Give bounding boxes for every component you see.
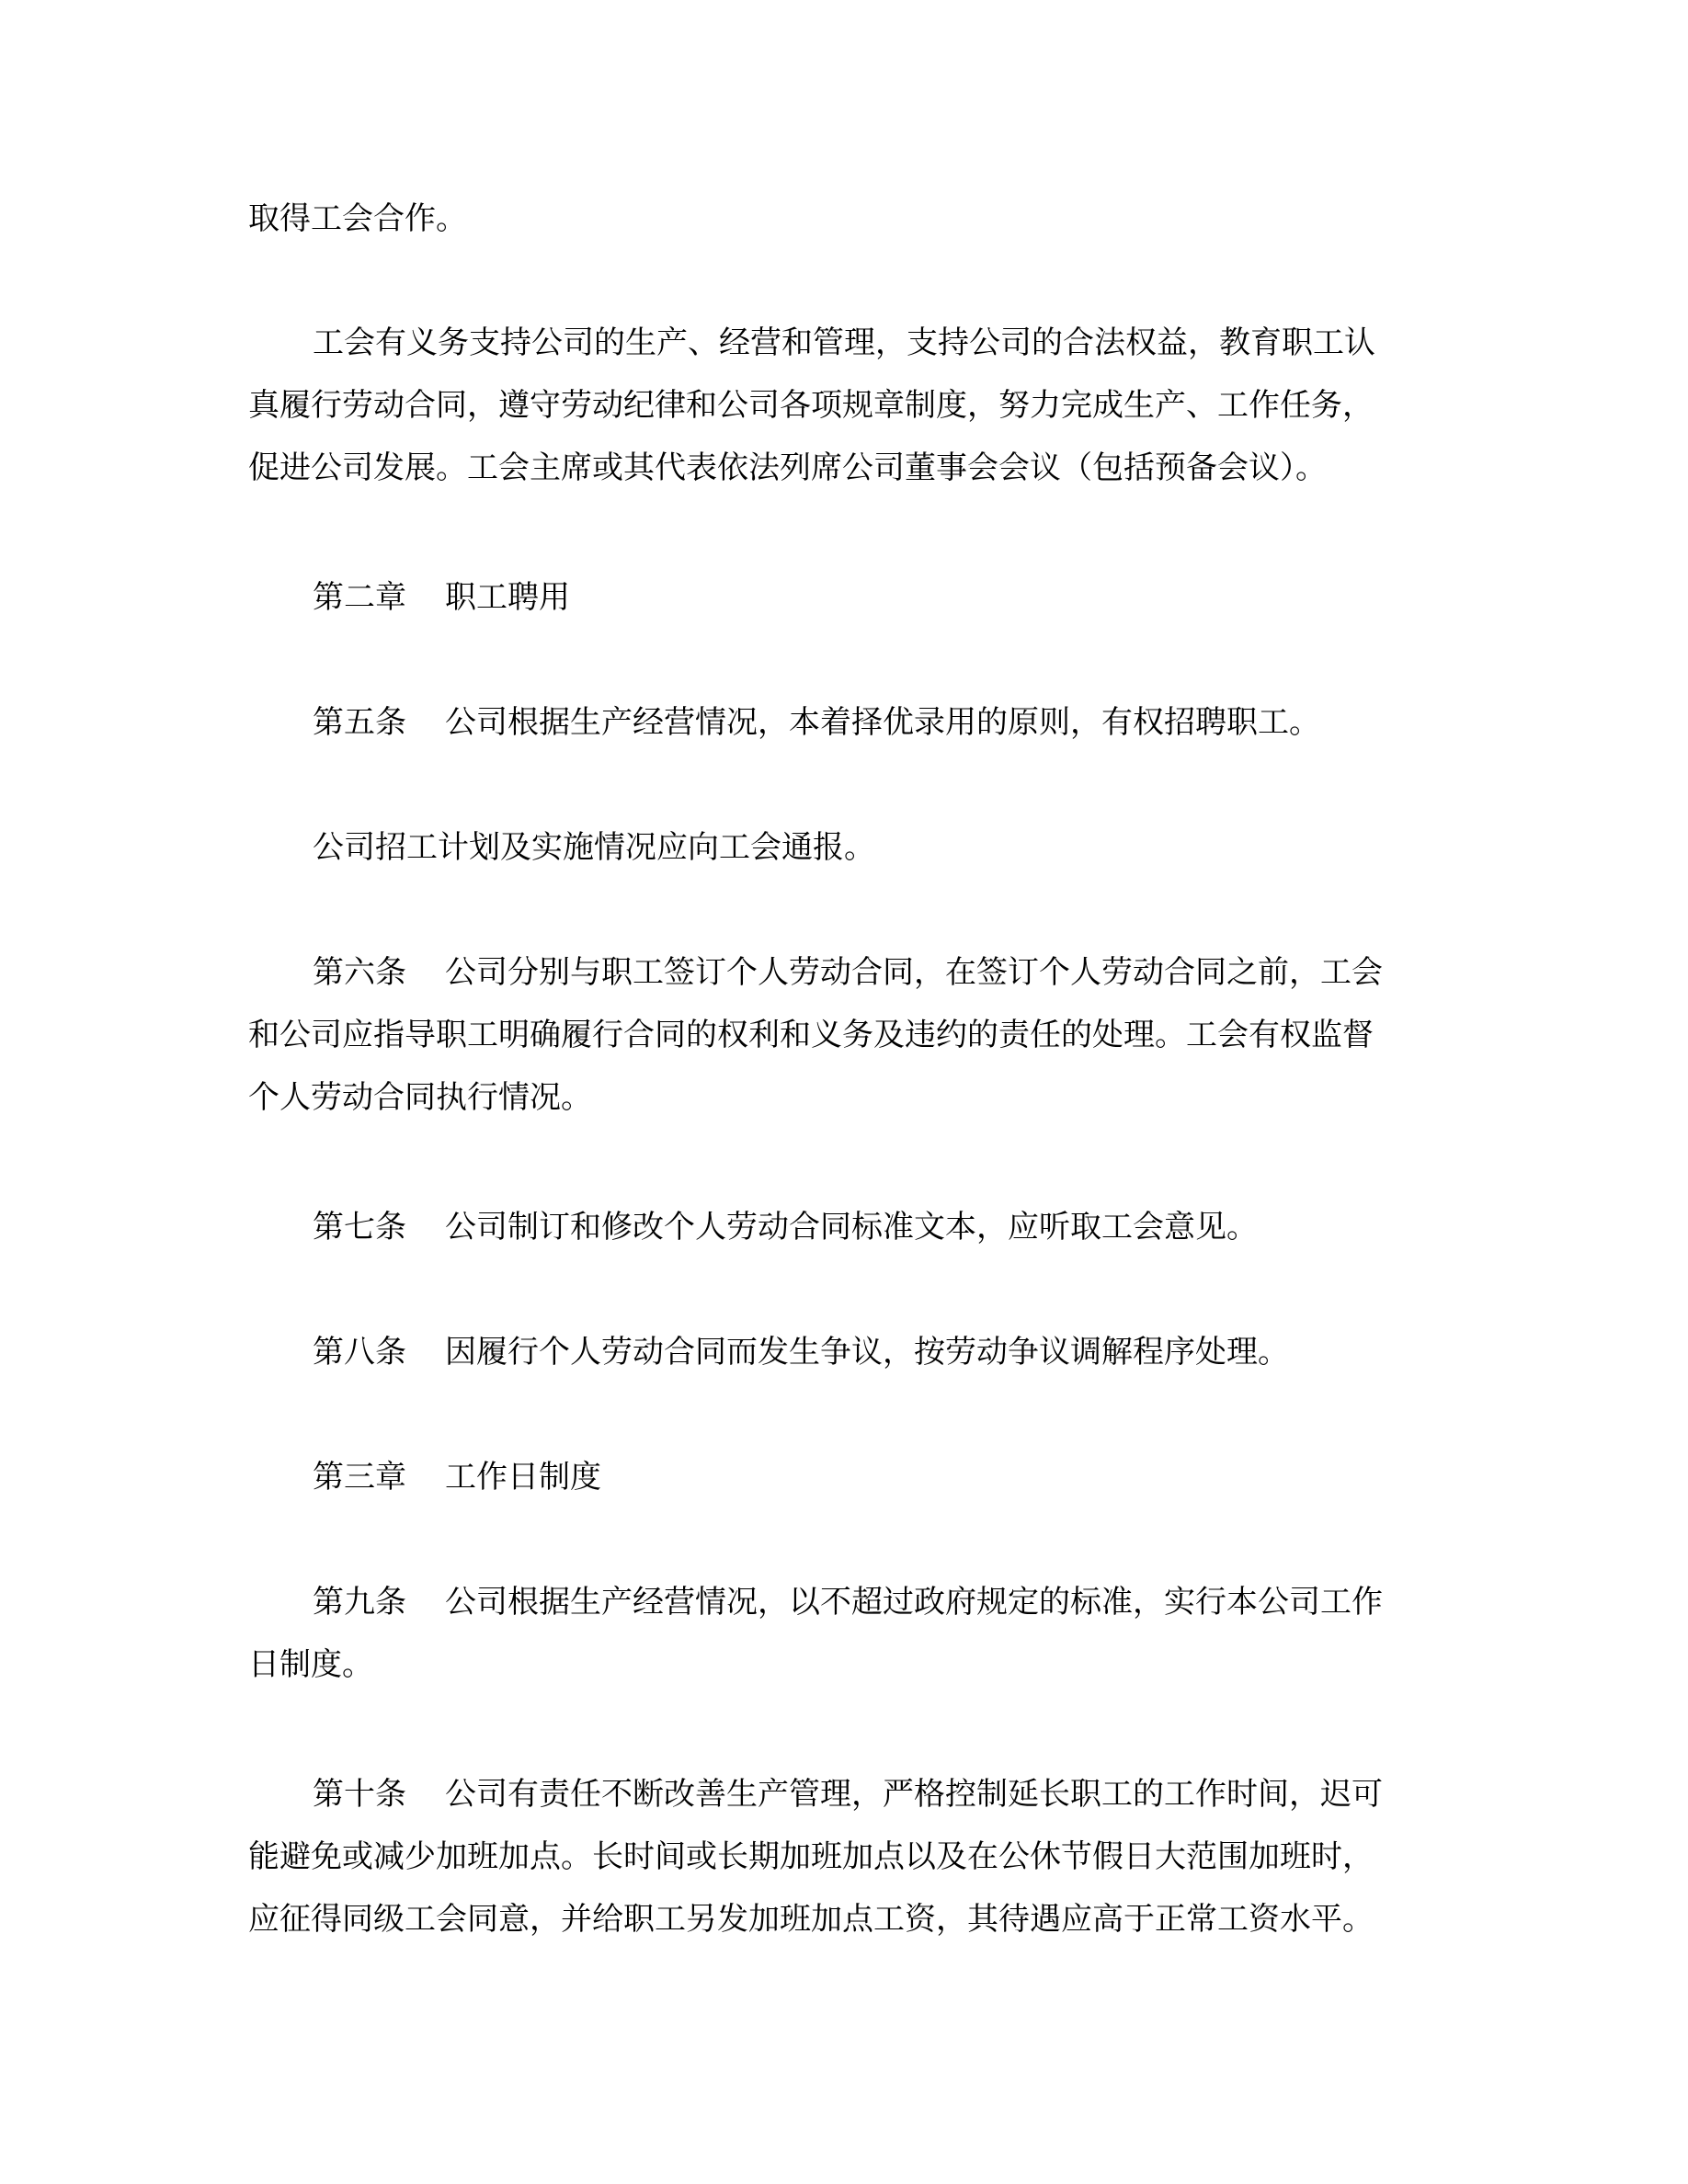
article-number: 第十条 [313, 1776, 406, 1813]
paragraph-line: 公司招工计划及实施情况应向工会通报。 [313, 829, 875, 866]
paragraph-line: 能避免或减少加班加点。长时间或长期加班加点以及在公休节假日大范围加班时， [248, 1838, 1374, 1875]
article-number: 第九条 [313, 1584, 406, 1621]
paragraph-line: 工会有义务支持公司的生产、经营和管理，支持公司的合法权益，教育职工认 [313, 324, 1375, 361]
paragraph-line: 公司根据生产经营情况，以不超过政府规定的标准，实行本公司工作 [445, 1584, 1383, 1621]
chapter-title: 工作日制度 [445, 1459, 601, 1496]
paragraph-line: 公司根据生产经营情况，本着择优录用的原则，有权招聘职工。 [445, 704, 1320, 741]
article-number: 第七条 [313, 1209, 406, 1246]
paragraph-line: 真履行劳动合同，遵守劳动纪律和公司各项规章制度，努力完成生产、工作任务， [248, 387, 1374, 424]
paragraph-line: 公司制订和修改个人劳动合同标准文本，应听取工会意见。 [445, 1209, 1258, 1246]
paragraph-line: 公司分别与职工签订个人劳动合同，在签订个人劳动合同之前，工会 [445, 954, 1383, 991]
paragraph-line: 促进公司发展。工会主席或其代表依法列席公司董事会会议（包括预备会议）。 [248, 449, 1327, 486]
article-number: 第五条 [313, 704, 406, 741]
paragraph-line: 取得工会合作。 [248, 200, 467, 237]
article-number: 第六条 [313, 954, 406, 991]
article-number: 第八条 [313, 1334, 406, 1371]
chapter-number: 第三章 [313, 1459, 406, 1496]
paragraph-line: 公司有责任不断改善生产管理，严格控制延长职工的工作时间，迟可 [445, 1776, 1383, 1813]
chapter-title: 职工聘用 [445, 579, 570, 616]
paragraph-line: 个人劳动合同执行情况。 [248, 1079, 592, 1116]
chapter-number: 第二章 [313, 579, 406, 616]
paragraph-line: 因履行个人劳动合同而发生争议，按劳动争议调解程序处理。 [445, 1334, 1289, 1371]
paragraph-line: 日制度。 [248, 1646, 373, 1683]
paragraph-line: 和公司应指导职工明确履行合同的权利和义务及违约的责任的处理。工会有权监督 [248, 1017, 1374, 1053]
paragraph-line: 应征得同级工会同意，并给职工另发加班加点工资，其待遇应高于正常工资水平。 [248, 1901, 1374, 1938]
